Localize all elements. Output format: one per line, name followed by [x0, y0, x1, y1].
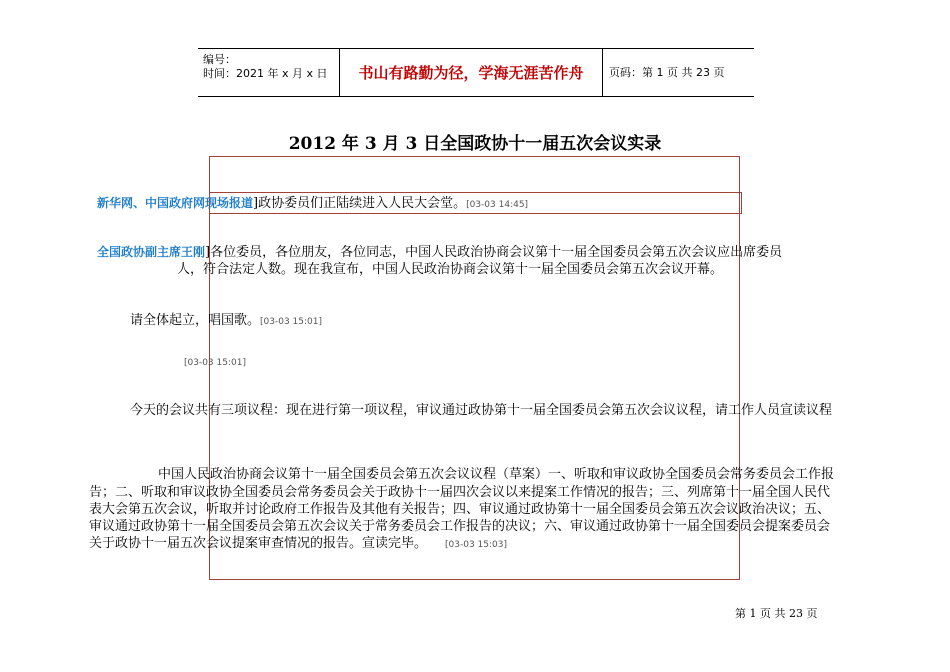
- paragraph-text: 告；二、听取和审议政协全国委员会常务委员会关于政协十一届四次会议以来提案工作情况的报告；三、列席第十一届全国人民代: [89, 485, 831, 500]
- paragraph-text: 关于政协十一届五次会议提案审查情况的报告。宣读完毕。: [89, 536, 428, 551]
- paragraph-text: ]各位委员，各位朋友，各位同志，中国人民政治协商会议第十一届全国委员会第五次会议应出席委员: [205, 245, 783, 260]
- header-time: 时间：2021 年 x 月 x 日: [203, 67, 328, 80]
- paragraph-text: 中国人民政治协商会议第十一届全国委员会第五次会议议程（草案）一、听取和审议政协全国委员会常务委员会工作报: [158, 467, 835, 482]
- paragraph: [89, 535, 507, 554]
- paragraph-text: 表大会第五次会议，听取并讨论政府工作报告及其他有关报告；四、审议通过政协第十一届全国委员会第五次会议政治决议；五、: [89, 502, 831, 517]
- header-page: 页码：第 1 页 共 23 页: [609, 66, 725, 79]
- paragraph-text: 人，符合法定人数。现在我宣布，中国人民政治协商会议第十一届全国委员会第五次会议开幕。: [177, 262, 724, 277]
- page-title: 2012 年 3 月 3 日全国政协十一届五次会议实录: [288, 134, 662, 154]
- paragraph-text: 审议通过政协第十一届全国委员会第五次会议关于常务委员会工作报告的决议；六、审议通过政协第十一届全国委员会提案委员会: [89, 519, 831, 534]
- header-number: 编号：: [203, 53, 236, 66]
- header-motto: 书山有路勤为径，学海无涯苦作舟: [358, 63, 584, 82]
- paragraph-text: 请全体起立，唱国歌。: [130, 313, 261, 328]
- frame-line: [209, 579, 740, 580]
- speaker-label: 新华网、中国政府网现场报道: [97, 196, 254, 210]
- timestamp: [03-03 14:45]: [466, 200, 529, 210]
- timestamp: [03-03 15:03]: [445, 540, 507, 550]
- timestamp: [03-03 15:01]: [184, 358, 246, 368]
- frame-line: [209, 156, 740, 157]
- paragraph: [97, 195, 528, 214]
- header-divider: [602, 48, 603, 96]
- page-footer: 第 1 页 共 23 页: [735, 607, 818, 620]
- speaker-label: 全国政协副主席王刚: [97, 245, 206, 259]
- paragraph: [130, 312, 322, 331]
- paragraph-text: ]政协委员们正陆续进入人民大会堂。: [253, 196, 467, 211]
- timestamp: [03-03 15:01]: [260, 317, 322, 327]
- paragraph-text: 今天的会议共有三项议程：现在进行第一项议程，审议通过政协第十一届全国委员会第五次会议议程，请工作人员宣读议程: [130, 403, 833, 418]
- header-border-bottom: [198, 96, 754, 97]
- paragraph: [97, 244, 782, 261]
